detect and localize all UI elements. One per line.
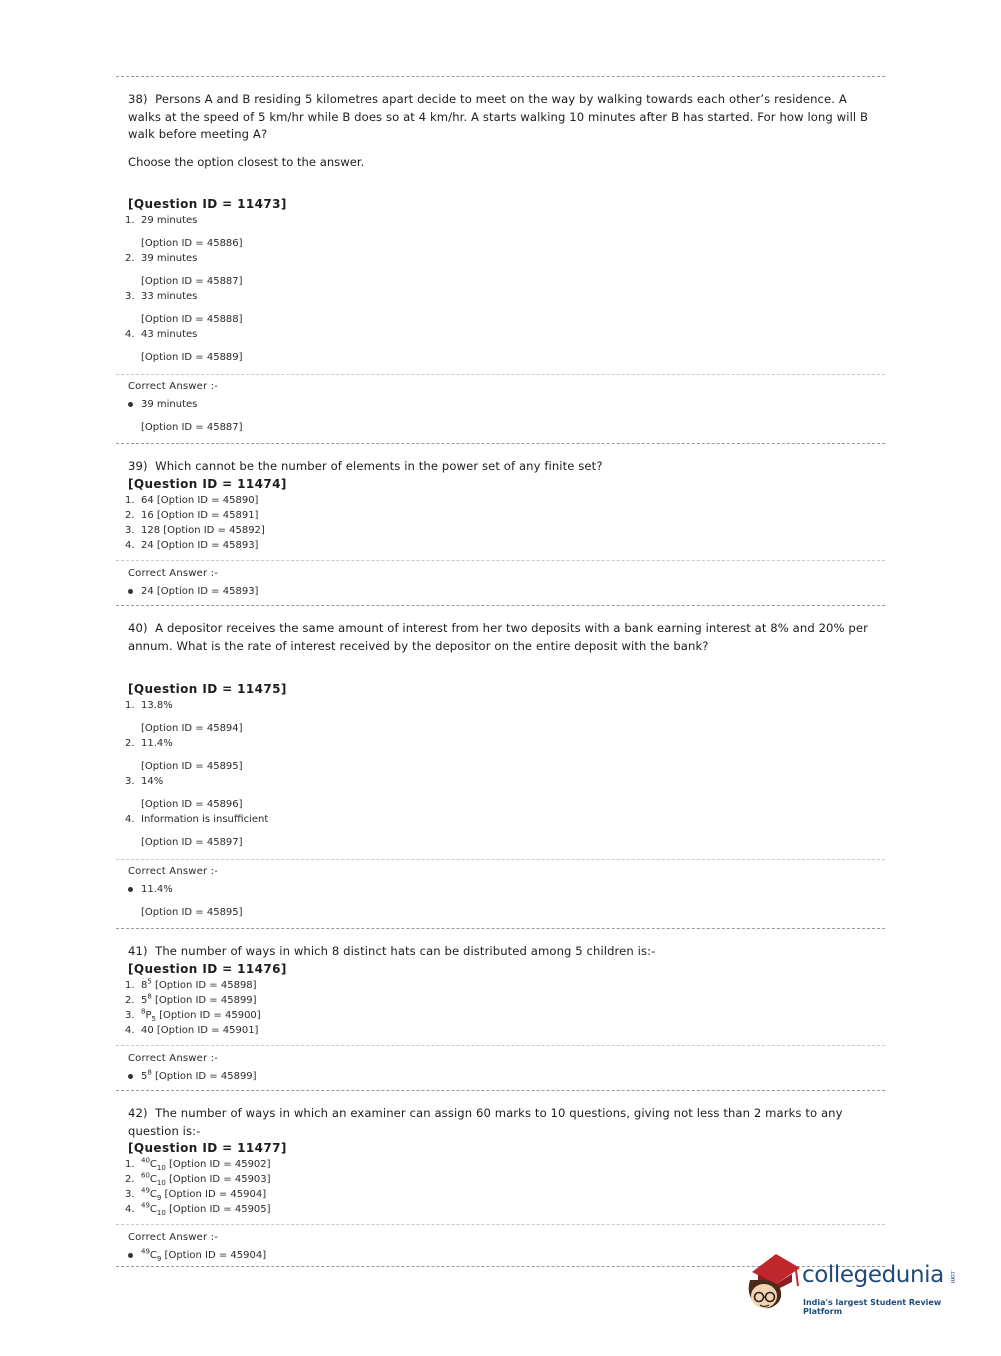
question-39 <box>116 443 885 605</box>
option-id: [Option ID = 45889] <box>141 351 243 363</box>
option-id: [Option ID = 45895] <box>141 761 243 772</box>
question-text <box>116 91 885 144</box>
option-text: 11.4% <box>141 738 173 749</box>
option <box>116 1202 885 1217</box>
bullet-icon <box>128 589 133 594</box>
correct-answer-label: Correct Answer :- <box>128 380 219 392</box>
option-text: 29 minutes <box>141 214 198 226</box>
question-body: The number of ways in which an examiner can assign 60 marks to 10 questions, giving not less than 2 marks to any question is:- <box>128 1106 843 1138</box>
question-body: A depositor receives the same amount of interest from her two deposits with a bank earning interest at 8% and 20% per annum. What is the rate of interest received by the depositor on the entire deposit with the bank? <box>128 621 868 653</box>
option-text: [Option ID = 45900] <box>155 1009 261 1021</box>
bullet-icon <box>128 887 133 892</box>
option-number: 2. <box>125 252 135 264</box>
correct-answer <box>116 560 885 599</box>
option-base: 8 <box>141 979 148 991</box>
options-list <box>116 493 885 553</box>
option-number: 1. <box>125 1159 135 1170</box>
option-text: 24 [Option ID = 45893] <box>141 539 259 551</box>
option <box>116 698 885 736</box>
question-number: 41) <box>128 944 148 958</box>
option-id: [Option ID = 45888] <box>141 313 243 325</box>
option-subscript: 5 <box>151 1014 156 1023</box>
question-id: [Question ID = 11473] <box>128 196 287 211</box>
option-number: 3. <box>125 1189 135 1200</box>
question-number: 38) <box>128 92 148 106</box>
options-list <box>116 1157 885 1217</box>
question-40 <box>116 605 885 928</box>
question-id: [Question ID = 11476] <box>128 961 287 976</box>
option <box>116 1008 885 1023</box>
question-paper <box>116 76 885 1269</box>
option <box>116 538 885 553</box>
bullet-icon <box>128 1074 133 1079</box>
option <box>116 1157 885 1172</box>
question-text <box>116 458 885 476</box>
question-text <box>116 943 885 961</box>
correct-answer-pre-superscript: 49 <box>141 1247 150 1256</box>
question-number: 39) <box>128 459 148 473</box>
option-subscript: 10 <box>156 1164 166 1172</box>
option-id: [Option ID = 45894] <box>141 723 243 734</box>
option-number: 4. <box>125 814 135 825</box>
option-text: 64 [Option ID = 45890] <box>141 494 259 506</box>
option-number: 3. <box>125 1009 135 1021</box>
option-number: 3. <box>125 290 135 302</box>
option <box>116 1023 885 1038</box>
question-body: Persons A and B residing 5 kilometres apart decide to meet on the way by walking towards each other’s residence. A walks at the speed of 5 km/hr while B does so at 4 km/hr. A starts walking 10 minutes after B has started. For how long will B walk before meeting A? <box>128 92 869 141</box>
correct-answer-option-id: [Option ID = 45887] <box>141 421 243 433</box>
logo-word: collegedunia <box>802 1262 944 1288</box>
option-pre-superscript: 49 <box>141 1186 150 1195</box>
option-number: 4. <box>125 1204 135 1215</box>
option-id: [Option ID = 45887] <box>141 275 243 287</box>
option-text: [Option ID = 45905] <box>165 1204 271 1215</box>
option <box>116 523 885 538</box>
option-number: 3. <box>125 776 135 787</box>
logo-dotcom: .com <box>948 1270 956 1284</box>
option-base: C <box>149 1174 157 1185</box>
correct-answer-row <box>116 1069 885 1084</box>
collegedunia-logo <box>744 1250 974 1320</box>
options-list <box>116 978 885 1038</box>
option-subscript: 10 <box>156 1179 166 1187</box>
option-number: 1. <box>125 979 135 991</box>
option <box>116 736 885 774</box>
option-text: Information is insufficient <box>141 814 269 825</box>
question-id: [Question ID = 11474] <box>128 476 287 491</box>
logo-wordmark <box>802 1262 956 1288</box>
question-number: 42) <box>128 1106 148 1120</box>
option-number: 2. <box>125 509 135 521</box>
option-base: P <box>145 1009 152 1021</box>
option <box>116 1187 885 1202</box>
bullet-icon <box>128 402 133 407</box>
option <box>116 1172 885 1187</box>
correct-answer-label: Correct Answer :- <box>128 1052 219 1064</box>
question-body: Which cannot be the number of elements in the power set of any finite set? <box>155 459 603 473</box>
question-instruction: Choose the option closest to the answer. <box>128 154 365 169</box>
correct-answer-base: C <box>149 1250 157 1261</box>
option-number: 1. <box>125 214 135 226</box>
option-subscript: 9 <box>156 1194 162 1202</box>
logo-tagline: India's largest Student Review Platform <box>803 1298 942 1316</box>
correct-answer-text: 39 minutes <box>141 398 198 410</box>
option <box>116 289 885 327</box>
correct-answer <box>116 1045 885 1084</box>
option <box>116 774 885 812</box>
correct-answer-row <box>116 397 885 435</box>
correct-answer-subscript: 9 <box>156 1255 162 1263</box>
question-body: The number of ways in which 8 distinct hats can be distributed among 5 children is:- <box>155 944 656 958</box>
option-text: 33 minutes <box>141 290 198 302</box>
option <box>116 251 885 289</box>
option-number: 2. <box>125 1174 135 1185</box>
option-text: 40 [Option ID = 45901] <box>141 1024 259 1036</box>
option <box>116 327 885 365</box>
correct-answer-label: Correct Answer :- <box>128 866 219 877</box>
option-text: [Option ID = 45899] <box>151 994 257 1006</box>
option-number: 2. <box>125 994 135 1006</box>
correct-answer-row <box>116 584 885 599</box>
correct-answer-label: Correct Answer :- <box>128 567 219 579</box>
question-38 <box>116 76 885 443</box>
bullet-icon <box>128 1253 133 1258</box>
option-number: 4. <box>125 539 135 551</box>
option-text: 43 minutes <box>141 328 198 340</box>
option-base: C <box>149 1189 157 1200</box>
options-list <box>116 213 885 365</box>
option <box>116 213 885 251</box>
correct-answer-text: [Option ID = 45904] <box>161 1250 267 1261</box>
option-id: [Option ID = 45897] <box>141 837 243 848</box>
option <box>116 993 885 1008</box>
correct-answer-text: 24 [Option ID = 45893] <box>141 585 259 597</box>
question-id: [Question ID = 11477] <box>128 1141 287 1155</box>
option-subscript: 10 <box>156 1209 166 1217</box>
option-text: 14% <box>141 776 164 787</box>
option-base: C <box>149 1204 157 1215</box>
option-pre-superscript: 8 <box>141 1007 146 1016</box>
option-text: 39 minutes <box>141 252 198 264</box>
mascot-icon <box>744 1250 804 1320</box>
option-number: 3. <box>125 524 135 536</box>
correct-answer-exponent: 8 <box>147 1068 152 1077</box>
option <box>116 978 885 993</box>
option-number: 4. <box>125 328 135 340</box>
question-42 <box>116 1090 885 1269</box>
option-text: 13.8% <box>141 700 173 711</box>
option-text: [Option ID = 45903] <box>165 1174 271 1185</box>
correct-answer-text: [Option ID = 45899] <box>151 1070 257 1082</box>
option-base: 5 <box>141 994 148 1006</box>
option-pre-superscript: 49 <box>141 1201 150 1210</box>
options-list <box>116 698 885 850</box>
correct-answer <box>116 374 885 435</box>
option <box>116 812 885 850</box>
correct-answer-base: 5 <box>141 1070 148 1082</box>
option-number: 2. <box>125 738 135 749</box>
option-text: 16 [Option ID = 45891] <box>141 509 259 521</box>
option <box>116 508 885 523</box>
option-exponent: 8 <box>147 992 152 1001</box>
question-number: 40) <box>128 621 148 635</box>
question-text <box>116 620 885 655</box>
option-pre-superscript: 40 <box>141 1156 150 1165</box>
option-number: 1. <box>125 494 135 506</box>
option-number: 4. <box>125 1024 135 1036</box>
option-base: C <box>149 1159 157 1170</box>
option-text: 128 [Option ID = 45892] <box>141 524 265 536</box>
correct-answer-row <box>116 882 885 920</box>
option-exponent: 5 <box>147 977 152 986</box>
option-number: 1. <box>125 700 135 711</box>
question-text <box>116 1105 885 1140</box>
option <box>116 493 885 508</box>
correct-answer-option-id: [Option ID = 45895] <box>141 907 243 918</box>
question-41 <box>116 928 885 1090</box>
option-id: [Option ID = 45896] <box>141 799 243 810</box>
option-text: [Option ID = 45898] <box>151 979 257 991</box>
question-id: [Question ID = 11475] <box>128 682 287 696</box>
option-pre-superscript: 60 <box>141 1171 150 1180</box>
correct-answer <box>116 859 885 920</box>
option-text: [Option ID = 45904] <box>161 1189 267 1200</box>
correct-answer-label: Correct Answer :- <box>128 1232 219 1243</box>
option-text: [Option ID = 45902] <box>165 1159 271 1170</box>
correct-answer-text: 11.4% <box>141 884 173 895</box>
option-id: [Option ID = 45886] <box>141 237 243 249</box>
